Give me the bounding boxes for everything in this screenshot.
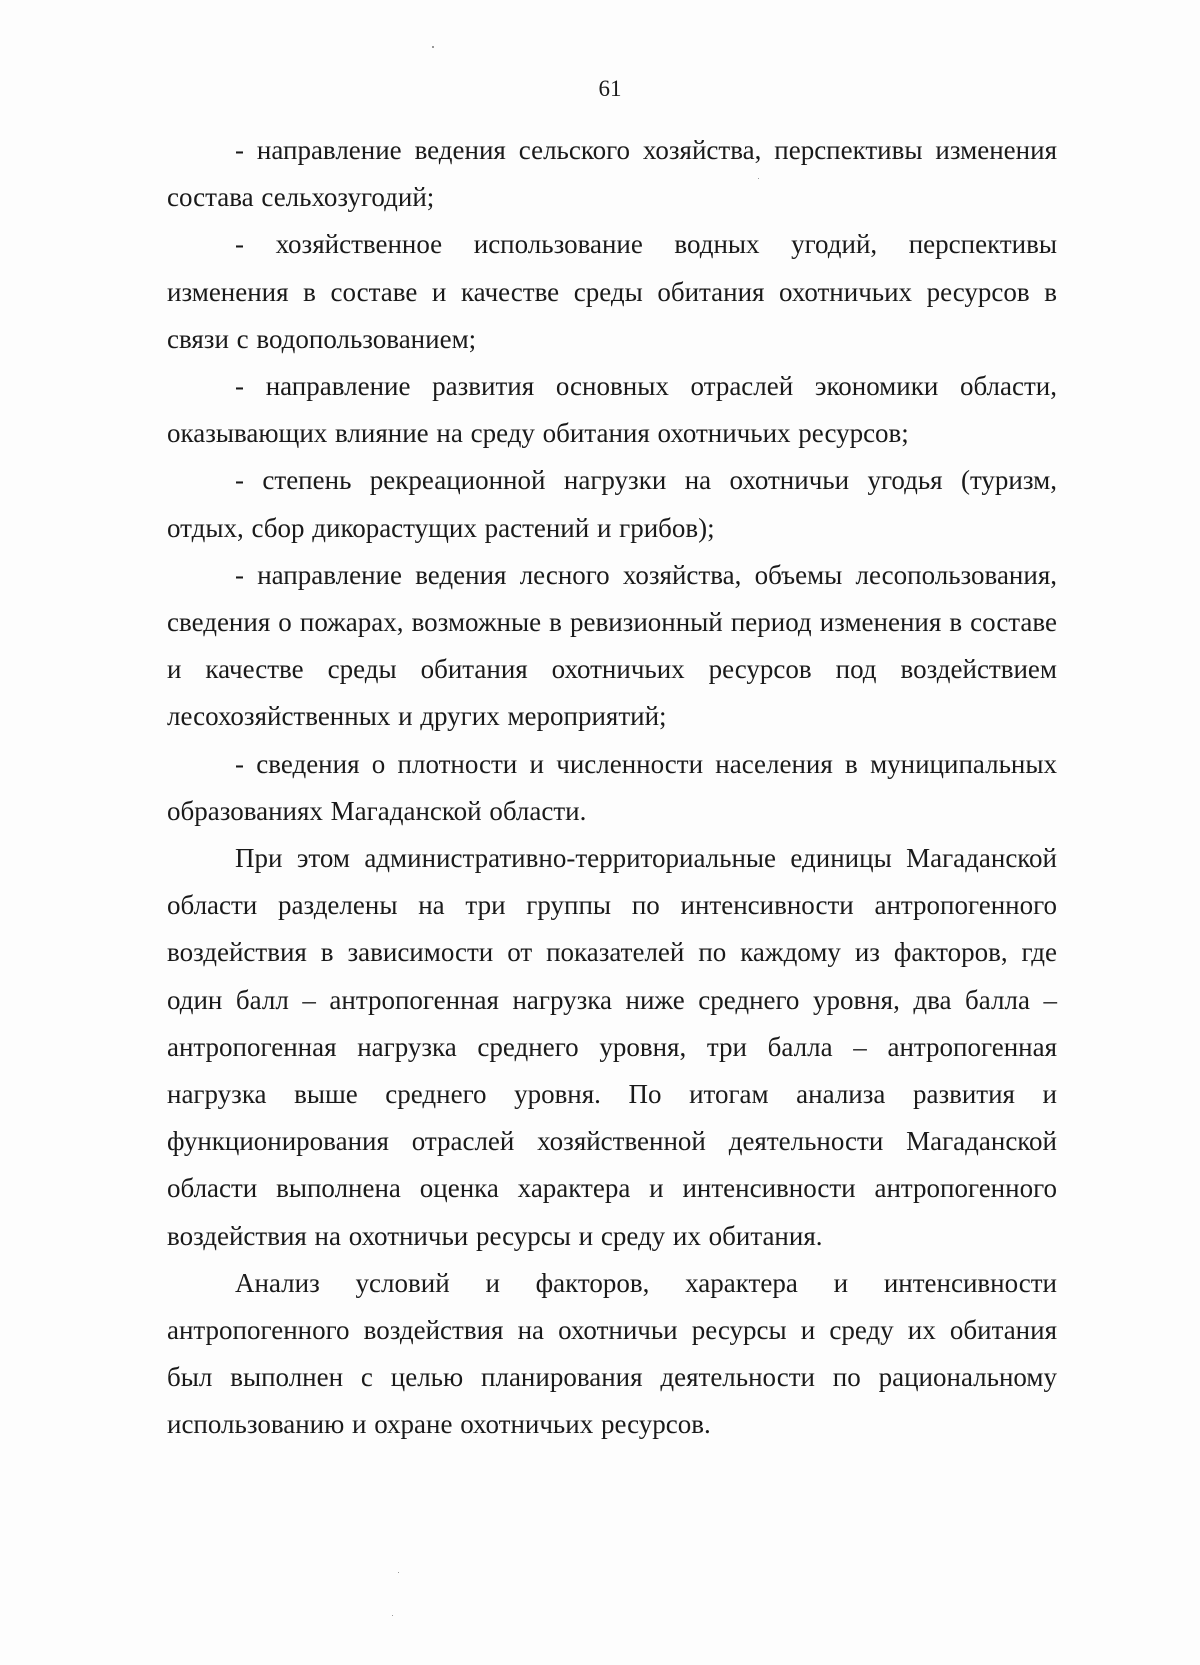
list-item-economy: - направление развития основных отраслей экономики области, оказывающих влияние на среду обитания охотничьих ресурсов; xyxy=(167,371,1057,449)
list-item-population: - сведения о плотности и численности населения в муниципальных образованиях Магаданской области. xyxy=(167,748,1057,826)
scan-speck xyxy=(758,178,759,179)
document-body xyxy=(167,127,1057,1449)
list-item-agriculture: - направление ведения сельского хозяйства, перспективы изменения состава сельхозугодий; xyxy=(167,135,1057,213)
scan-speck xyxy=(432,46,434,48)
scan-speck xyxy=(392,1615,393,1616)
paragraph-groups: При этом административно-территориальные единицы Магаданской области разделены на три группы по интенсивности антропогенного воздействия в зависимости от показателей по каждому из факторов, где один балл – антропогенная нагрузка ниже среднего уровня, два балла – антропогенная нагрузка среднего уровня, три балла – антропогенная нагрузка выше среднего уровня. По итогам анализа развития и функционирования отраслей хозяйственной деятельности Магаданской области выполнена оценка характера и интенсивности антропогенного воздействия на охотничьи ресурсы и среду их обитания. xyxy=(167,843,1057,1251)
scan-speck xyxy=(398,1572,399,1573)
list-item-forestry: - направление ведения лесного хозяйства, объемы лесопользования, сведения о пожарах, возможные в ревизионный период изменения в составе и качестве среды обитания охотничьих ресурсов под воздействием лесохозяйственных и других мероприятий; xyxy=(167,559,1057,732)
list-item-water-use: - хозяйственное использование водных угодий, перспективы изменения в составе и качестве среды обитания охотничьих ресурсов в связи с водопользованием; xyxy=(167,229,1057,354)
list-item-recreation: - степень рекреационной нагрузки на охотничьи угодья (туризм, отдых, сбор дикорастущих растений и грибов); xyxy=(167,465,1057,543)
paragraph-analysis: Анализ условий и факторов, характера и интенсивности антропогенного воздействия на охотничьи ресурсы и среду их обитания был выполнен с целью планирования деятельности по рациональному использованию и охране охотничьих ресурсов. xyxy=(167,1267,1057,1440)
page-number: 61 xyxy=(598,76,622,101)
